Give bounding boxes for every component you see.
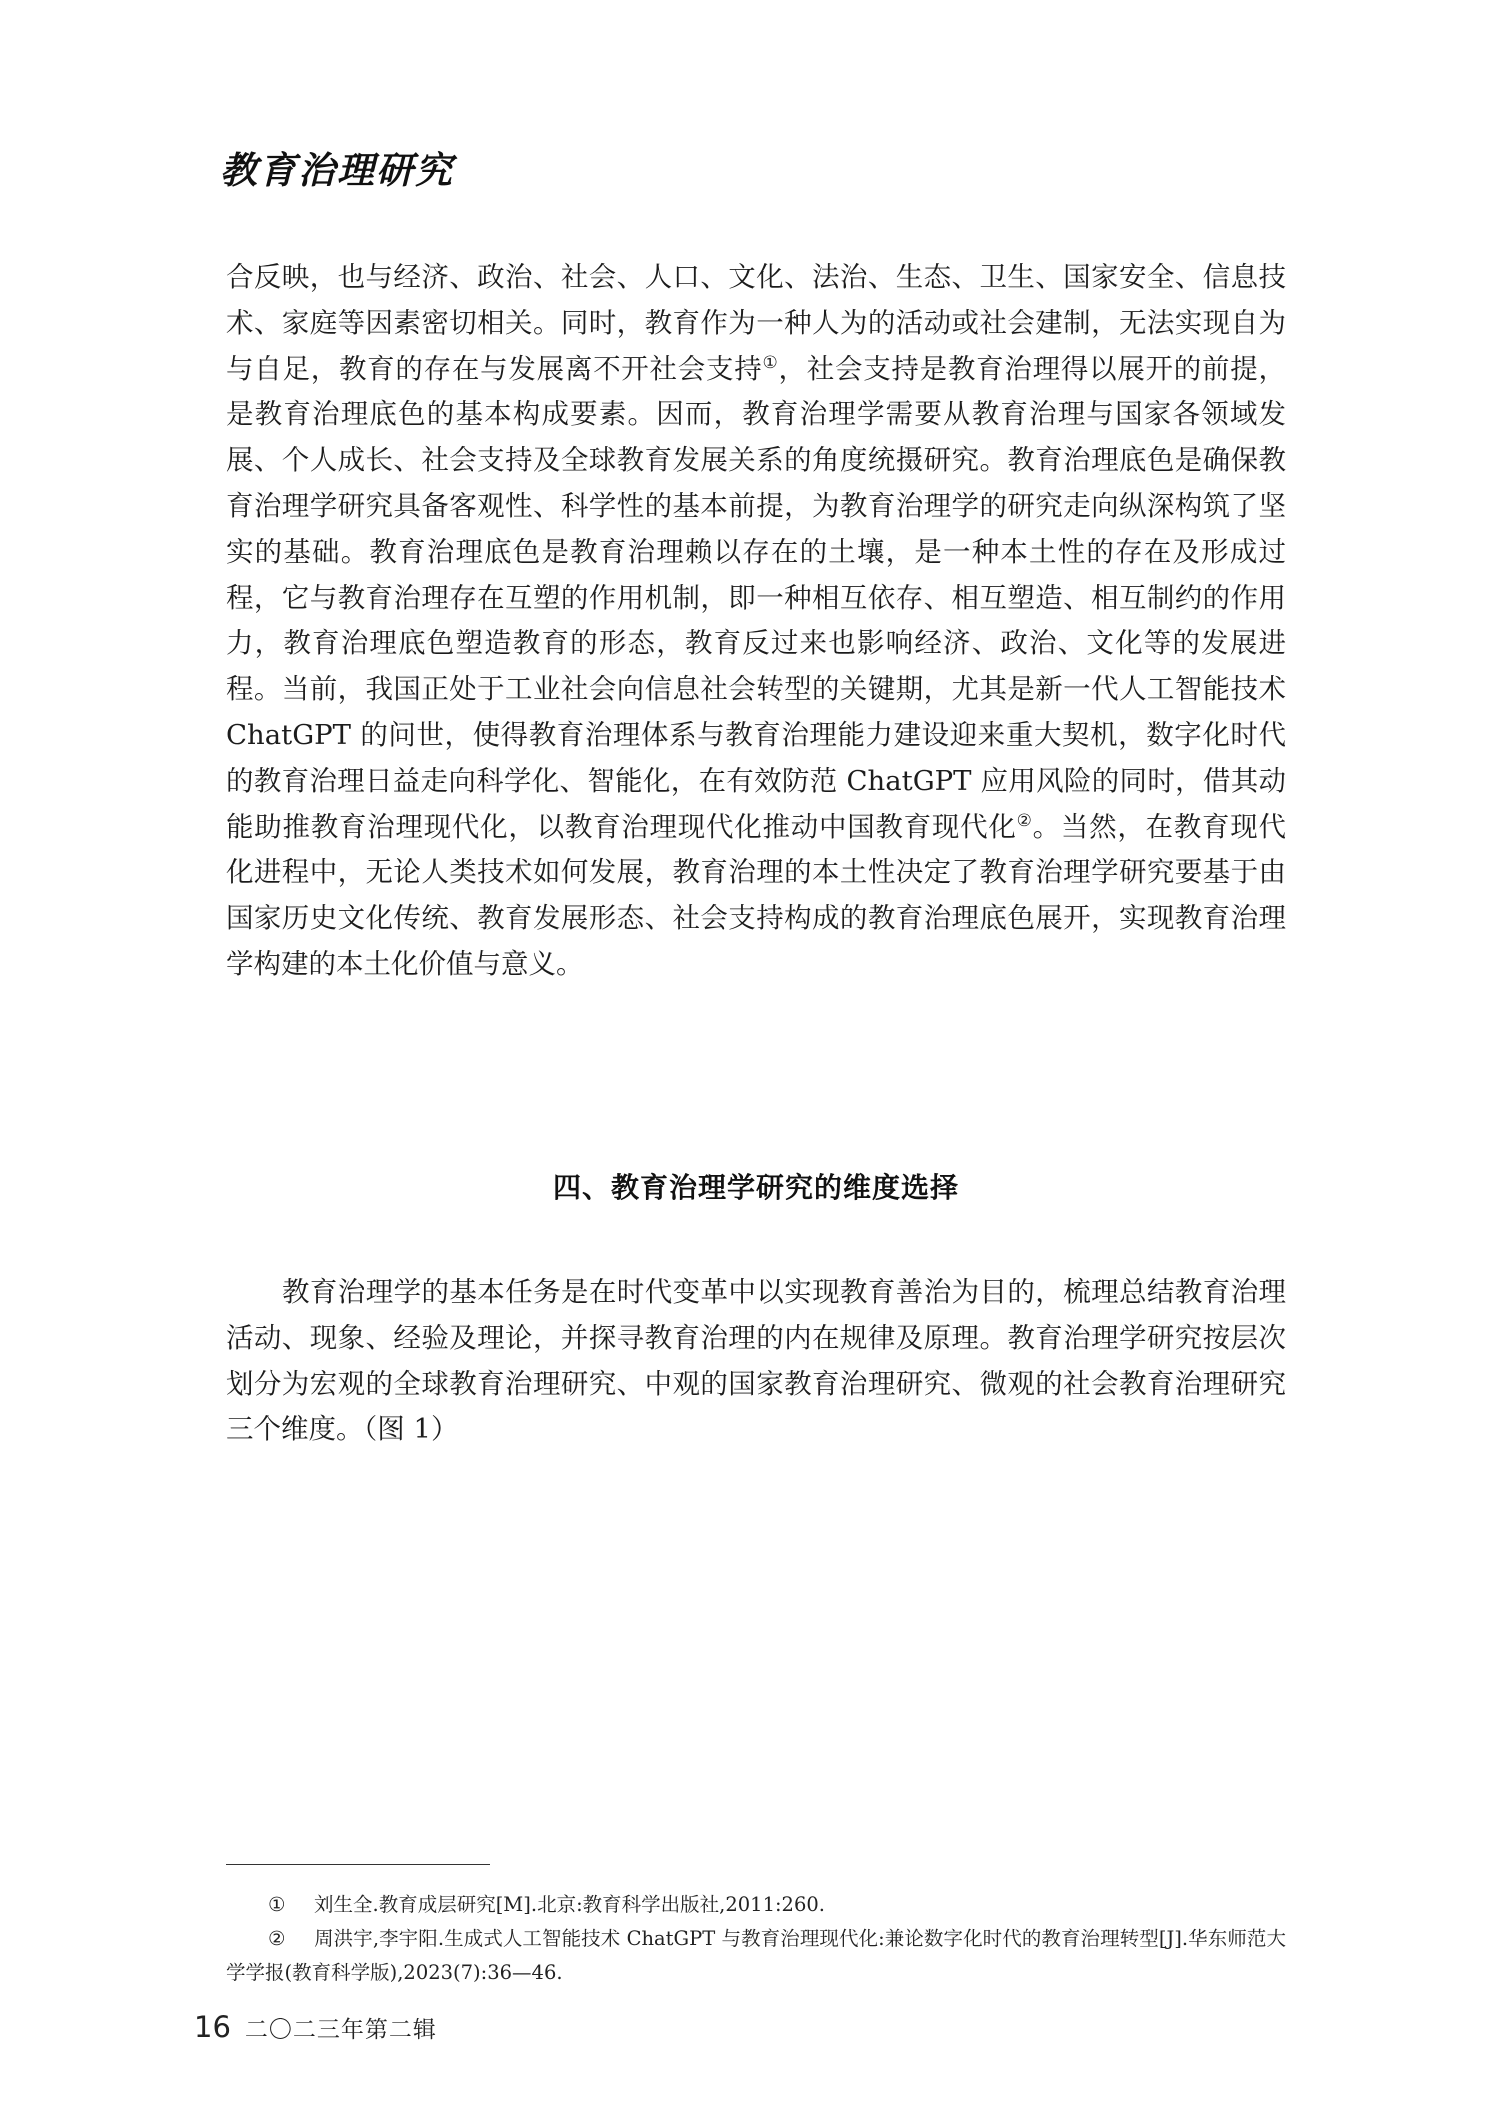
footnote-ref-1[interactable]: ① (762, 352, 779, 373)
footnote-1 (226, 1888, 1286, 1922)
footnotes (226, 1888, 1286, 1990)
section-heading: 四、教育治理学研究的维度选择 (552, 1171, 959, 1204)
page-number: 16 (194, 2010, 231, 2044)
footnote-1-text: 刘生全.教育成层研究[M].北京:教育科学出版社,2011:260. (314, 1893, 825, 1916)
footnote-divider (226, 1864, 490, 1865)
footnote-ref-2[interactable]: ② (1016, 810, 1033, 831)
issue-label: 二〇二三年第二辑 (244, 2017, 437, 2043)
paragraph-1-text-a: 合反映，也与经济、政治、社会、人口、文化、法治、生态、卫生、国家安全、信息技术、家庭等因素密切相关。同时，教育作为一种人为的活动或社会建制，无法实现自为与自足，教育的存在与发展离不开社会支持 (226, 261, 1286, 385)
paragraph-1-text-c: 。当然，在教育现代化进程中，无论人类技术如何发展，教育治理的本土性决定了教育治理学研究要基于由国家历史文化传统、教育发展形态、社会支持构成的教育治理底色展开，实现教育治理学构建的本土化价值与意义。 (226, 810, 1287, 980)
footnote-2-text: 周洪宇,李宇阳.生成式人工智能技术 ChatGPT 与教育治理现代化:兼论数字化时代的教育治理转型[J].华东师范大学学报(教育科学版),2023(7):36—46. (226, 1927, 1286, 1984)
page-footer (194, 2010, 437, 2044)
body-paragraph-1 (226, 255, 1286, 988)
running-head: 教育治理研究 (220, 148, 454, 192)
footnote-1-mark: ① (268, 1893, 286, 1916)
footnote-2 (226, 1922, 1286, 1990)
footnote-2-mark: ② (268, 1927, 286, 1950)
body-paragraph-2: 教育治理学的基本任务是在时代变革中以实现教育善治为目的，梳理总结教育治理活动、现象、经验及理论，并探寻教育治理的内在规律及原理。教育治理学研究按层次划分为宏观的全球教育治理研究、中观的国家教育治理研究、微观的社会教育治理研究三个维度。（图 1） (226, 1276, 1286, 1446)
paragraph-1-text-b: ，社会支持是教育治理得以展开的前提，是教育治理底色的基本构成要素。因而，教育治理学需要从教育治理与国家各领域发展、个人成长、社会支持及全球教育发展关系的角度统摄研究。教育治理底色是确保教育治理学研究具备客观性、科学性的基本前提，为教育治理学的研究走向纵深构筑了坚实的基础。教育治理底色是教育治理赖以存在的土壤，是一种本土性的存在及形成过程，它与教育治理存在互塑的作用机制，即一种相互依存、相互塑造、相互制约的作用力，教育治理底色塑造教育的形态，教育反过来也影响经济、政治、文化等的发展进程。当前，我国正处于工业社会向信息社会转型的关键期，尤其是新一代人工智能技术 ChatGPT 的问世，使得教育治理体系与教育治理能力建设迎来重大契机，数字化时代的教育治理日益走向科学化、智能化，在有效防范 ChatGPT 应用风险的同时，借其动能助推教育治理现代化，以教育治理现代化推动中国教育现代化 (226, 352, 1287, 843)
